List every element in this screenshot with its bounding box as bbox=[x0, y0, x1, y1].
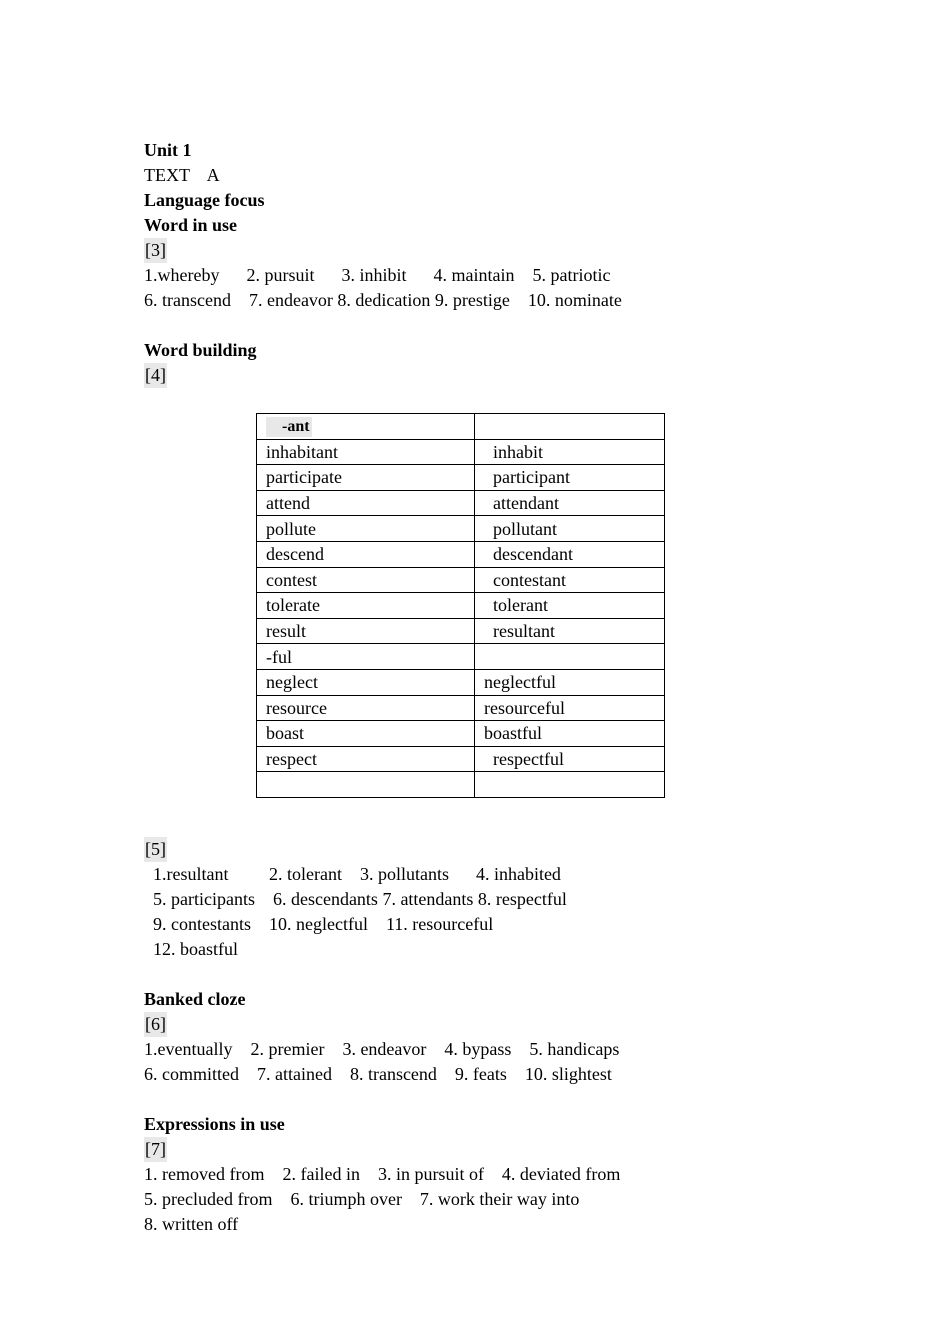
table-cell: contestant bbox=[475, 567, 665, 593]
table-row bbox=[257, 593, 665, 619]
text-label: TEXT A bbox=[144, 165, 220, 185]
answers-line: 1.whereby 2. pursuit 3. inhibit 4. maintain 5. patriotic bbox=[144, 265, 611, 285]
table-cell: resourceful bbox=[475, 695, 665, 721]
table-cell bbox=[475, 772, 665, 798]
word-building-table bbox=[256, 413, 665, 798]
table-row bbox=[257, 414, 665, 440]
unit-title: Unit 1 bbox=[144, 140, 192, 160]
table-cell: resultant bbox=[475, 618, 665, 644]
table-cell: pollutant bbox=[475, 516, 665, 542]
table-cell: neglectful bbox=[475, 669, 665, 695]
table-row bbox=[257, 772, 665, 798]
exercise-tag-7: [7] bbox=[144, 1137, 167, 1162]
answers-line: 1.eventually 2. premier 3. endeavor 4. bypass 5. handicaps bbox=[144, 1039, 620, 1059]
table-row bbox=[257, 541, 665, 567]
suffix-header: -ant bbox=[266, 417, 312, 437]
table-cell: pollute bbox=[257, 516, 475, 542]
table-row bbox=[257, 465, 665, 491]
table-row bbox=[257, 644, 665, 670]
table-cell: contest bbox=[257, 567, 475, 593]
table-row bbox=[257, 439, 665, 465]
table-cell: inhabitant bbox=[257, 439, 475, 465]
table-cell: attendant bbox=[475, 490, 665, 516]
table-cell bbox=[257, 772, 475, 798]
table-row bbox=[257, 567, 665, 593]
table-cell: -ful bbox=[257, 644, 475, 670]
answers-line: 12. boastful bbox=[153, 939, 238, 959]
answers-line: 5. participants 6. descendants 7. attendants 8. respectful bbox=[153, 889, 567, 909]
exercise-tag-5: [5] bbox=[144, 837, 167, 862]
table-cell: tolerate bbox=[257, 593, 475, 619]
table-cell: descendant bbox=[475, 541, 665, 567]
exercise-tag-6: [6] bbox=[144, 1012, 167, 1037]
exercise-tag-4: [4] bbox=[144, 363, 167, 388]
table-cell: result bbox=[257, 618, 475, 644]
table-cell: participant bbox=[475, 465, 665, 491]
answers-line: 6. committed 7. attained 8. transcend 9. feats 10. slightest bbox=[144, 1064, 612, 1084]
table-row bbox=[257, 618, 665, 644]
table-row bbox=[257, 490, 665, 516]
table-cell: inhabit bbox=[475, 439, 665, 465]
table-cell bbox=[475, 414, 665, 440]
table-cell: resource bbox=[257, 695, 475, 721]
table-row bbox=[257, 695, 665, 721]
heading-banked-cloze: Banked cloze bbox=[144, 989, 246, 1009]
answers-line: 6. transcend 7. endeavor 8. dedication 9. prestige 10. nominate bbox=[144, 290, 622, 310]
answers-line: 5. precluded from 6. triumph over 7. work their way into bbox=[144, 1189, 580, 1209]
heading-expressions-in-use: Expressions in use bbox=[144, 1114, 285, 1134]
table-cell bbox=[257, 414, 475, 440]
table-cell bbox=[475, 644, 665, 670]
answers-line: 1. removed from 2. failed in 3. in pursuit of 4. deviated from bbox=[144, 1164, 621, 1184]
table-cell: neglect bbox=[257, 669, 475, 695]
table-cell: respect bbox=[257, 746, 475, 772]
table-cell: boast bbox=[257, 721, 475, 747]
answers-line: 9. contestants 10. neglectful 11. resourceful bbox=[153, 914, 494, 934]
heading-word-building: Word building bbox=[144, 340, 257, 360]
table-cell: participate bbox=[257, 465, 475, 491]
table-row bbox=[257, 516, 665, 542]
heading-word-in-use: Word in use bbox=[144, 215, 238, 235]
table-cell: attend bbox=[257, 490, 475, 516]
table-cell: tolerant bbox=[475, 593, 665, 619]
table-cell: boastful bbox=[475, 721, 665, 747]
section-language-focus: Language focus bbox=[144, 190, 265, 210]
table-row bbox=[257, 721, 665, 747]
answers-line: 1.resultant 2. tolerant 3. pollutants 4. inhabited bbox=[153, 864, 561, 884]
table-row bbox=[257, 746, 665, 772]
table-row bbox=[257, 669, 665, 695]
answers-line: 8. written off bbox=[144, 1214, 239, 1234]
table-cell: respectful bbox=[475, 746, 665, 772]
exercise-tag-3: [3] bbox=[144, 238, 167, 263]
table-cell: descend bbox=[257, 541, 475, 567]
